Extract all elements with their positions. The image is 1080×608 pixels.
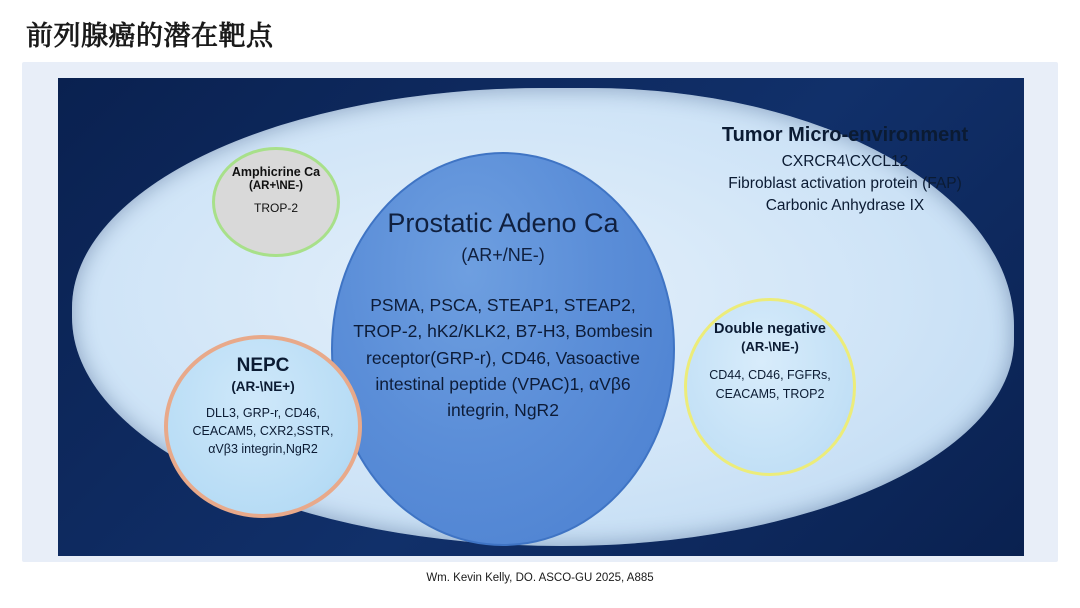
double-negative-markers: CD44, CD46, FGFRs, CEACAM5, TROP2 [709,368,831,401]
double-negative-status: (AR-\NE-) [741,339,799,355]
nepc-name: NEPC [236,355,290,376]
tumor-microenvironment-block [690,124,1000,217]
nepc-markers: DLL3, GRP-r, CD46, CEACAM5, CXR2,SSTR, αVβ3 integrin,NgR2 [192,406,334,456]
page-title: 前列腺癌的潜在靶点 [26,21,274,51]
double-negative-circle [684,298,856,476]
central-tumor-circle [331,152,675,546]
amphicrine-markers: TROP-2 [253,201,298,216]
central-tumor-status: (AR+/NE-) [461,245,545,265]
tme-line: Carbonic Anhydrase IX [765,197,925,214]
amphicrine-status: (AR+\NE-) [249,180,303,193]
double-negative-name: Double negative [714,321,826,337]
tumor-microenvironment-lines [690,151,1000,217]
citation: Wm. Kevin Kelly, DO. ASCO-GU 2025, A885 [426,572,654,584]
central-tumor-name: Prostatic Adeno Ca [387,208,619,238]
tumor-microenvironment-title: Tumor Micro-environment [721,124,969,146]
amphicrine-name: Amphicrine Ca [231,165,321,179]
nepc-circle [164,335,362,518]
amphicrine-circle [212,147,340,257]
tme-line: CXRCR4\CXCL12 [781,153,909,170]
central-tumor-markers: PSMA, PSCA, STEAP1, STEAP2, TROP-2, hK2/KLK2, B7-H3, Bombesin receptor(GRP-r), CD46, Vasoactive intestinal peptide (VPAC)1, αVβ6 integrin, NgR2 [353,295,653,420]
tme-line: Fibroblast activation protein (FAP) [728,175,962,192]
nepc-status: (AR-\NE+) [231,379,295,394]
